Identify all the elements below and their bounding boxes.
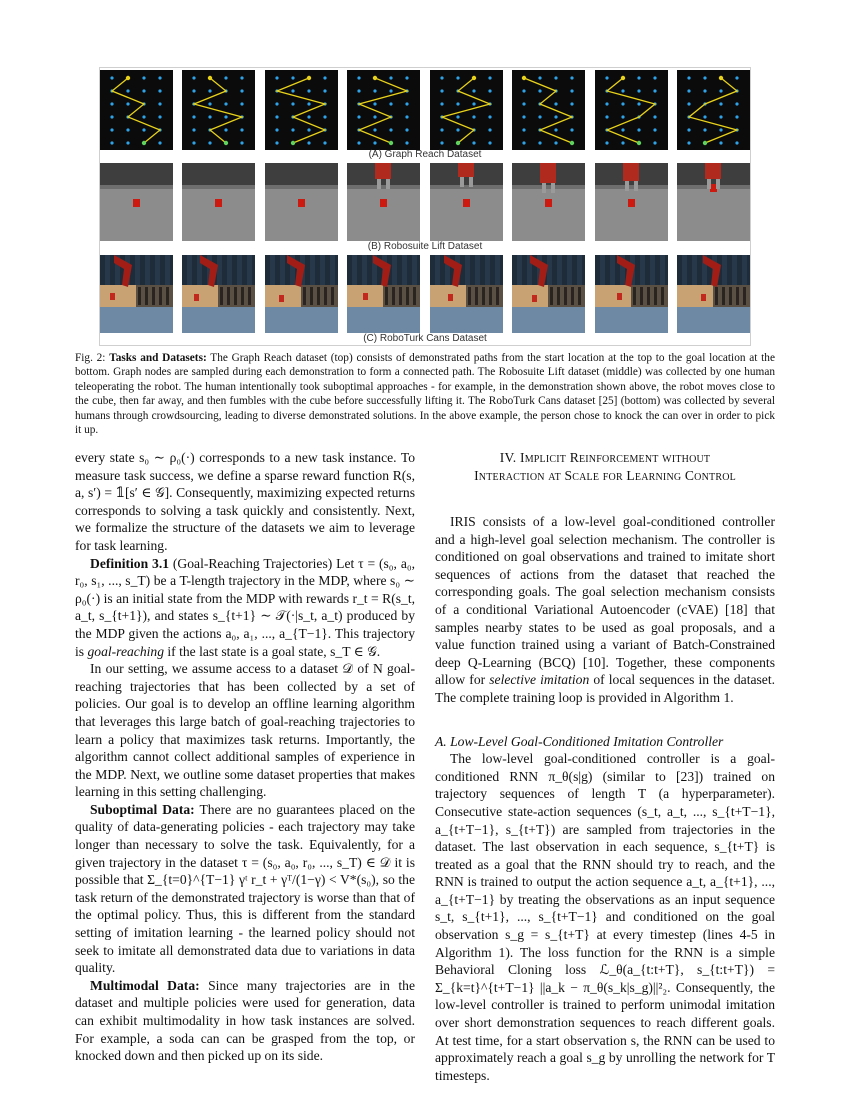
graph-reach-caption: (A) Graph Reach Dataset <box>368 149 482 160</box>
lift-thumbnail <box>430 163 503 243</box>
graph-reach-row <box>100 70 750 150</box>
lift-thumbnail <box>677 163 750 243</box>
definition-label: Definition 3.1 <box>90 555 170 571</box>
iris-italic: selective imitation <box>489 672 590 688</box>
lift-thumbnail <box>182 163 255 243</box>
lift-thumbnail <box>265 163 338 243</box>
graph-thumbnail <box>512 70 585 150</box>
graph-thumbnail <box>100 70 173 150</box>
robosuite-lift-caption: (B) Robosuite Lift Dataset <box>367 241 483 252</box>
lift-thumbnail <box>100 163 173 243</box>
definition-text: (Goal-Reaching Trajectories) Let τ = (s₀, a₀, r₀, s₁, ..., s_T) be a T-length trajectory in the MDP, where s₀ ∼ ρ₀(·) is an initial state from the MDP with rewards r_t = R(s_t, a_t, s_{t+1}), and states s_{t+1} ∼ 𝒯(·|s_t, a_t) produced by the MDP given the actions a₀, a₁, ..., a_{T−1}. This trajectory is <box>75 555 415 659</box>
graph-thumbnail <box>677 70 750 150</box>
graph-thumbnail <box>182 70 255 150</box>
cans-thumbnail <box>677 255 750 335</box>
figure-2 <box>99 67 751 346</box>
caption-bold: Tasks and Datasets: <box>109 352 207 364</box>
section-heading <box>435 449 775 485</box>
cans-thumbnail <box>100 255 173 335</box>
graph-thumbnail <box>347 70 420 150</box>
cans-thumbnail <box>512 255 585 335</box>
suboptimal-paragraph <box>75 801 415 977</box>
section-number: IV. <box>499 450 517 465</box>
graph-thumbnail <box>595 70 668 150</box>
caption-text: The Graph Reach dataset (top) consists of demonstrated paths from the start location at the top to the goal location at the bottom. Graph nodes are sampled during each demonstration to form a connected path. The Robosuite Lift dataset (middle) was collected by one human teleoperating the robot. The human intentionally took suboptimal approaches - for example, in the demonstration shown above, the robot moves close to the cube, then far away, and then fumbles with the cube before successfully lifting it. The RoboTurk Cans dataset [25] (bottom) was collected by several humans through crowdsourcing, leading to diverse demonstrated solutions. In the above example, the person chose to knock the can over in order to pick it up. <box>75 352 775 437</box>
suboptimal-label: Suboptimal Data: <box>90 801 195 817</box>
cans-thumbnail <box>430 255 503 335</box>
cans-thumbnail <box>265 255 338 335</box>
lift-thumbnail <box>347 163 420 243</box>
suboptimal-text: There are no guarantees placed on the quality of data-generating policies - each trajectory may take longer than necessary to solve the task. Equivalently, for a given trajectory in the dataset τ = (s₀, a₀, r₀, ..., s_T) ∈ 𝒟 it is possible that Σ_{t=0}^{T−1} γᵗ r_t + γᵀ/(1−γ) < V*(s₀), so the task return of the demonstrated trajectory is worse than that of the optimal policy. Thus, this is different from the standard setting of imitation learning - the learned policy should not seek to imitate all demonstrated data due to variations in data quality. <box>75 801 415 976</box>
iris-text-b: of local sequences in the dataset. The complete training loop is provided in Algorithm 1. <box>435 672 776 705</box>
definition-italic: goal-reaching <box>87 643 164 659</box>
caption-label: Fig. 2: <box>75 352 106 364</box>
left-column <box>75 449 415 1065</box>
subsection-heading: A. Low-Level Goal-Conditioned Imitation Controller <box>435 733 724 749</box>
multimodal-label: Multimodal Data: <box>90 977 200 993</box>
definition-paragraph <box>75 555 415 661</box>
figure-caption <box>75 351 775 437</box>
roboturk-cans-row <box>100 255 750 335</box>
lift-thumbnail <box>512 163 585 243</box>
paragraph-setting: In our setting, we assume access to a dataset 𝒟 of N goal-reaching trajectories that has been collected by a set of policies. Our goal is to develop an offline learning algorithm that leverages this large batch of goal-reaching trajectories to learn a policy that maximizes task returns. Importantly, the algorithm cannot collect additional samples of experience in the MDP. Next, we outline some dataset properties that makes learning in this setting challenging. <box>75 661 415 800</box>
graph-thumbnail <box>430 70 503 150</box>
lift-thumbnail <box>595 163 668 243</box>
multimodal-paragraph <box>75 977 415 1065</box>
section-title-line1: Implicit Reinforcement without <box>519 450 711 465</box>
cans-thumbnail <box>182 255 255 335</box>
paragraph-intro: every state s₀ ∼ ρ₀(·) corresponds to a new task instance. To measure task success, we define a sparse reward function R(s, a, s′) = 𝟙[s′ ∈ 𝒢]. Consequently, maximizing expected returns corresponds to solving a task quickly and consistently. Next, we formalize the structure of the datasets we aim to leverage for task learning. <box>75 450 415 553</box>
paragraph-controller: The low-level goal-conditioned controller is a goal-conditioned RNN π_θ(s|g) (similar to [23]) trained on trajectory sequences of length T (a hyperparameter). Consecutive state-action sequences (s_t, a_t, ..., s_{t+T−1}, a_{t+T−1}, s_{t+T}) are sampled from trajectories in the dataset. The last observation in each sequence, s_{t+T} is treated as a goal that the RNN should try to reach, and the RNN is trained to output the action sequence a_t, a_{t+1}, ..., a_{t+T−1} by treating the observations as an input sequence s_t, s_{t+1}, ..., s_{t+T−1} and conditioned on the goal observation s_g = s_{t+T} at every timestep (lines 4-5 in Algorithm 1). The loss function for the RNN is a simple Behavioral Cloning loss ℒ_θ(a_{t:t+T}, s_{t:t+T}) = Σ_{k=t}^{t+T−1} ||a_k − π_θ(s_k|s_g)||²₂. Consequently, the low-level controller is trained to perform unimodal imitation over short demonstration sequences to reach different goals. At test time, for a start observation s, the RNN can be used to approximately reach a goal s_g by unrolling the network for T timesteps. <box>435 751 775 1083</box>
right-column <box>435 449 775 1084</box>
section-title-line2: Interaction at Scale for Learning Control <box>474 468 736 483</box>
multimodal-text: Since many trajectories are in the dataset and multiple policies were used for generation, data can exhibit multimodality in how task instances are solved. For example, a soda can can be grasped from the top, or knocked down and then picked up on its side. <box>75 977 415 1064</box>
iris-text-a: IRIS consists of a low-level goal-conditioned controller and a high-level goal selection mechanism. The controller is conditioned on goal observations and trained to imitate short sequences of actions from the dataset that reached the corresponding goals. The goal selection mechanism consists of a conditional Variational Autoencoder (cVAE) [18] that samples nearby states to be used as goal proposals, and a value function trained using a variant of Batch-Constrained deep Q-Learning (BCQ) [10]. Together, these components allow for <box>435 514 775 688</box>
roboturk-cans-caption: (C) RoboTurk Cans Dataset <box>363 333 487 344</box>
graph-thumbnail <box>265 70 338 150</box>
robosuite-lift-row <box>100 163 750 243</box>
cans-thumbnail <box>347 255 420 335</box>
cans-thumbnail <box>595 255 668 335</box>
paragraph-iris <box>435 513 775 707</box>
definition-end: if the last state is a goal state, s_T ∈ 𝒢. <box>167 643 381 659</box>
